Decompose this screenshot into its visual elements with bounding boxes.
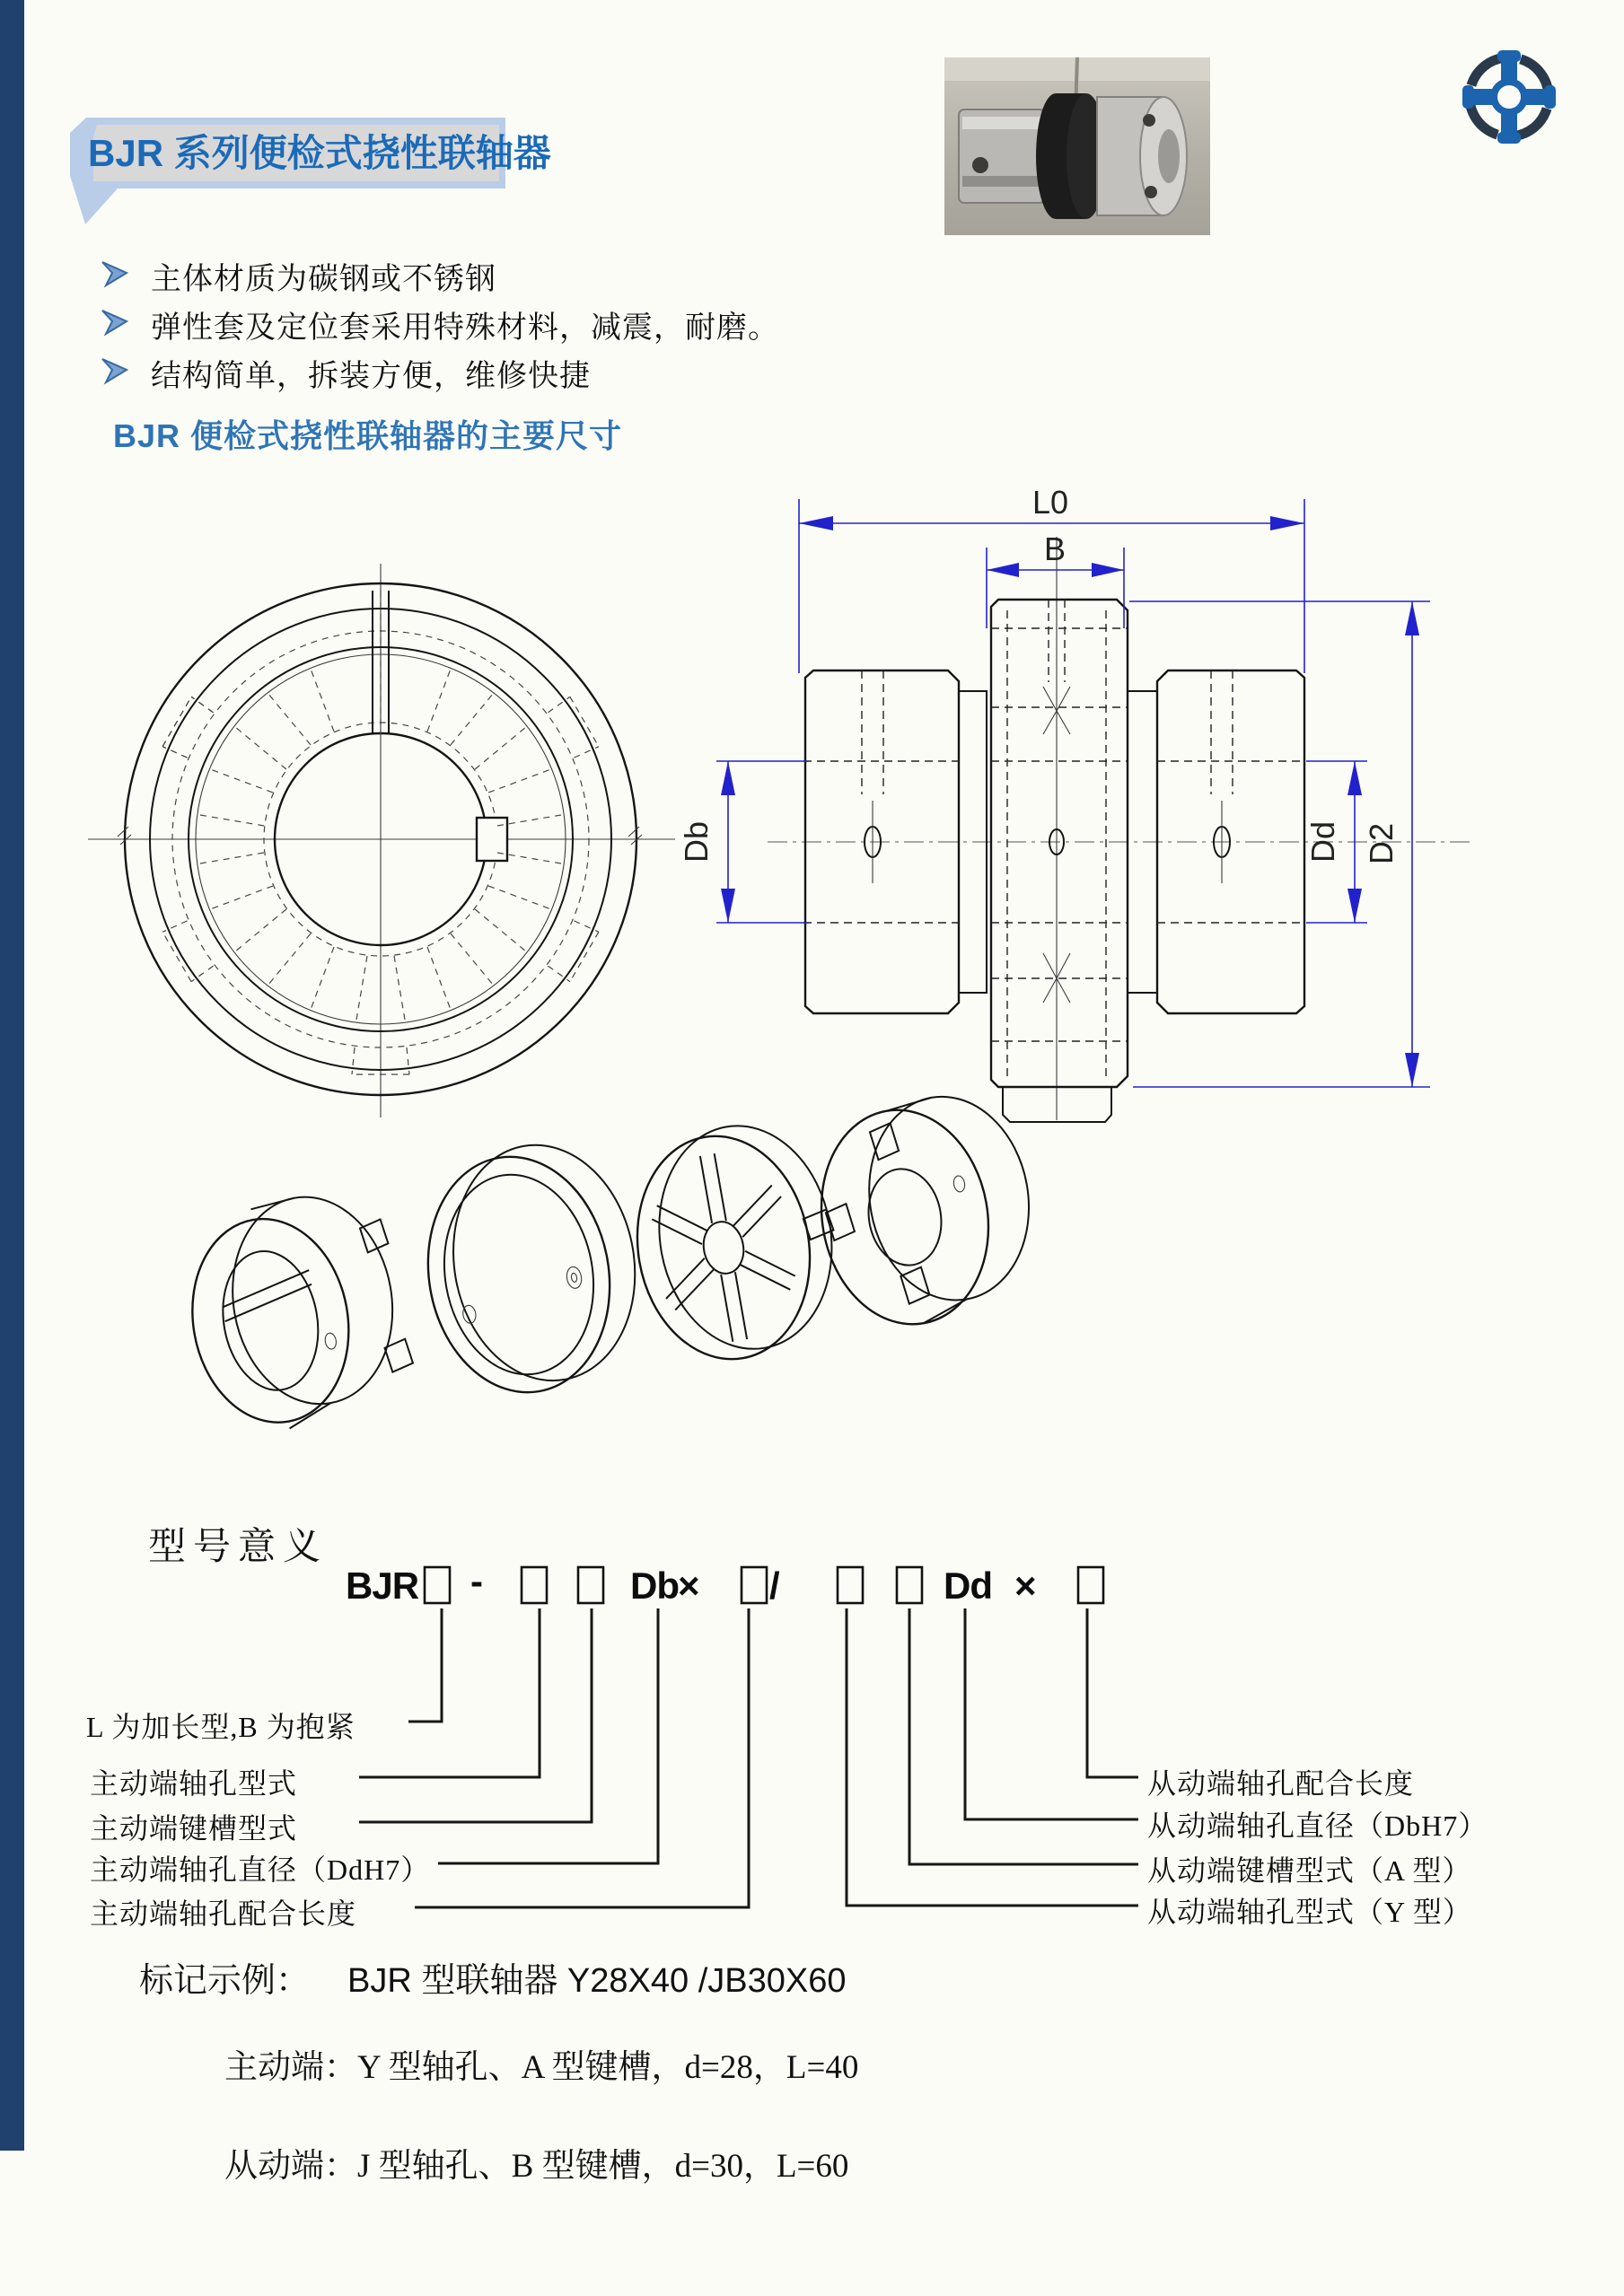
- code-box: [578, 1567, 603, 1603]
- code-box: [742, 1567, 767, 1603]
- code-label-right: 从动端轴孔配合长度: [1147, 1767, 1415, 1800]
- model-code-row: [346, 1560, 1103, 1607]
- code-box: [425, 1567, 450, 1603]
- code-label-right: 从动端轴孔直径（DbH7）: [1147, 1810, 1488, 1842]
- feature-text: 主体材质为碳钢或不锈钢: [151, 263, 496, 296]
- code-slash: /: [769, 1564, 779, 1607]
- feature-text: 弹性套及定位套采用特殊材料，减震，耐磨。: [151, 311, 779, 345]
- dimension-lines: [716, 499, 1430, 1087]
- marking-example: [139, 1952, 847, 2002]
- code-db: Db: [630, 1564, 679, 1607]
- page-title: BJR 系列便检式挠性联轴器: [88, 132, 551, 174]
- dim-label-b: B: [1044, 530, 1067, 567]
- dim-label-dd: Dd: [1304, 820, 1341, 863]
- code-label-left: 主动端轴孔型式: [90, 1767, 298, 1800]
- model-meaning-heading: 型号意义: [148, 1527, 329, 1568]
- code-times: ×: [1014, 1564, 1036, 1607]
- code-label-left: 主动端轴孔直径（DdH7）: [90, 1853, 431, 1886]
- driver-end-line: 主动端：Y 型轴孔、A 型键槽，d=28，L=40: [224, 2049, 859, 2086]
- side-view-drawing: [678, 484, 1472, 1122]
- code-box: [1078, 1567, 1103, 1603]
- code-box: [522, 1567, 547, 1603]
- section-subtitle: BJR 便检式挠性联轴器的主要尺寸: [113, 417, 623, 454]
- dim-label-d2: D2: [1363, 822, 1400, 865]
- code-box: [897, 1567, 922, 1603]
- code-dash: -: [470, 1560, 482, 1602]
- driven-end-line: 从动端：J 型轴孔、B 型键槽，d=30，L=60: [224, 2148, 849, 2185]
- code-label-left: 主动端轴孔配合长度: [90, 1897, 357, 1930]
- dim-label-db: Db: [678, 820, 715, 863]
- code-prefix: BJR: [346, 1564, 419, 1607]
- code-times: ×: [678, 1564, 699, 1607]
- connector-lines: [359, 1608, 1138, 1907]
- code-dd: Dd: [944, 1564, 992, 1607]
- marking-example-model: BJR 型联轴器 Y28X40 /JB30X60: [347, 1962, 847, 2000]
- code-label-left: L 为加长型,B 为抱紧: [86, 1711, 356, 1743]
- code-box: [838, 1567, 863, 1603]
- marking-example-label: 标记示例：: [139, 1962, 311, 2000]
- code-label-right: 从动端轴孔型式（Y 型）: [1147, 1896, 1472, 1928]
- code-label-left: 主动端键槽型式: [90, 1812, 298, 1845]
- code-label-right: 从动端键槽型式（A 型）: [1147, 1854, 1472, 1887]
- dim-label-l0: L0: [1032, 484, 1069, 521]
- feature-text: 结构简单，拆装方便，维修快捷: [151, 360, 591, 393]
- front-view-drawing: [88, 564, 675, 1117]
- exploded-view-drawing: [174, 1084, 1048, 1442]
